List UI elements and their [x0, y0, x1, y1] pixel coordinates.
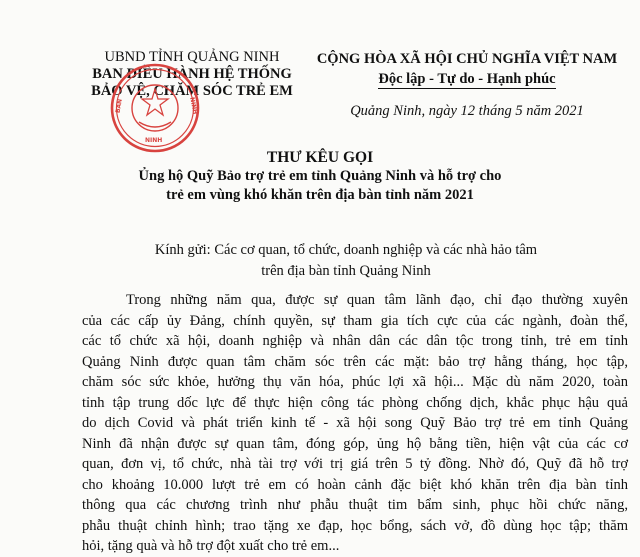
svg-text:BAN: BAN [114, 98, 124, 114]
body-line: quan, đơn vị, tổ chức, nhà tài trợ với trị giá trên 5 tỷ đồng. Nhờ đó, Quỹ đã hỗ trợ [82, 456, 628, 472]
body-line: phẫu thuật chỉnh hình; trao tặng xe đạp, học bổng, sách vở, đồ dùng học tập; thăm [82, 517, 628, 534]
body-line: Trong những năm qua, được sự quan tâm lãnh đạo, chỉ đạo thường xuyên [126, 292, 628, 308]
body-line: các tổ chức xã hội, doanh nghiệp và nhân dân các dân tộc trong tỉnh, trẻ em tỉnh [82, 333, 628, 349]
body-line: do dịch Covid và phát triển kinh tế - xã hội song Quỹ Bảo trợ trẻ em tỉnh Quảng [82, 415, 628, 431]
letter-subtitle-line1: Ủng hộ Quỹ Bảo trợ trẻ em tỉnh Quảng Ninh và hỗ trợ cho [138, 168, 502, 184]
body-line: Quảng Ninh được quan tâm chăm sóc trên các mặt: bảo trợ hằng tháng, học tập, [82, 353, 628, 370]
board-name-line2: BẢO VỆ, CHĂM SÓC TRẺ EM [91, 83, 293, 99]
letter-title-block [0, 148, 640, 205]
body-paragraph [82, 290, 628, 557]
board-name-line1: BAN ĐIỀU HÀNH HỆ THỐNG [92, 66, 292, 82]
body-line: của các cấp ủy Đảng, chính quyền, sự tham gia tích cực của các ngành, đoàn thể, [82, 312, 628, 329]
svg-text:NINH: NINH [145, 137, 163, 144]
national-motto: Độc lập - Tự do - Hạnh phúc [378, 71, 556, 87]
body-line: hỏi, tặng quà và hỗ trợ đột xuất cho trẻ em... [82, 538, 340, 554]
body-line: tỉnh tập trung dốc lực để thực hiện công tác phòng chống dịch, khắc phục hậu quả [82, 394, 628, 411]
nation-name: CỘNG HÒA XÃ HỘI CHỦ NGHĨA VIỆT NAM [316, 51, 618, 67]
letter-subtitle-line2: trẻ em vùng khó khăn trên địa bàn tỉnh năm 2021 [166, 187, 474, 203]
national-title-block [312, 49, 622, 89]
place-and-date: Quảng Ninh, ngày 12 tháng 5 năm 2021 [350, 103, 584, 119]
province-committee-name: UBND TỈNH QUẢNG NINH [104, 49, 280, 65]
recipients-line2: trên địa bàn tỉnh Quảng Ninh [261, 263, 431, 279]
body-line: Ninh đã nhận được sự quan tâm, đóng góp, ủng hộ bằng tiền, hiện vật của các cơ [82, 435, 628, 452]
body-line: cho khoảng 10.000 lượt trẻ em có hoàn cảnh đặc biệt khó khăn trên địa bàn tỉnh [82, 476, 628, 493]
body-line: chăm sóc sức khỏe, hưởng thụ văn hóa, phúc lợi xã hội... Mặc dù năm 2020, toàn [82, 374, 628, 390]
red-official-seal-icon [109, 62, 201, 154]
body-line: thông qua các chương trình như phẫu thuật tim bẩm sinh, phục hồi chức năng, [82, 497, 628, 513]
recipients-line1: Kính gửi: Các cơ quan, tổ chức, doanh nghiệp và các nhà hảo tâm [154, 242, 538, 258]
letter-title: THƯ KÊU GỌI [266, 149, 374, 166]
svg-text:NINH: NINH [188, 96, 199, 116]
recipients-block [96, 240, 596, 282]
